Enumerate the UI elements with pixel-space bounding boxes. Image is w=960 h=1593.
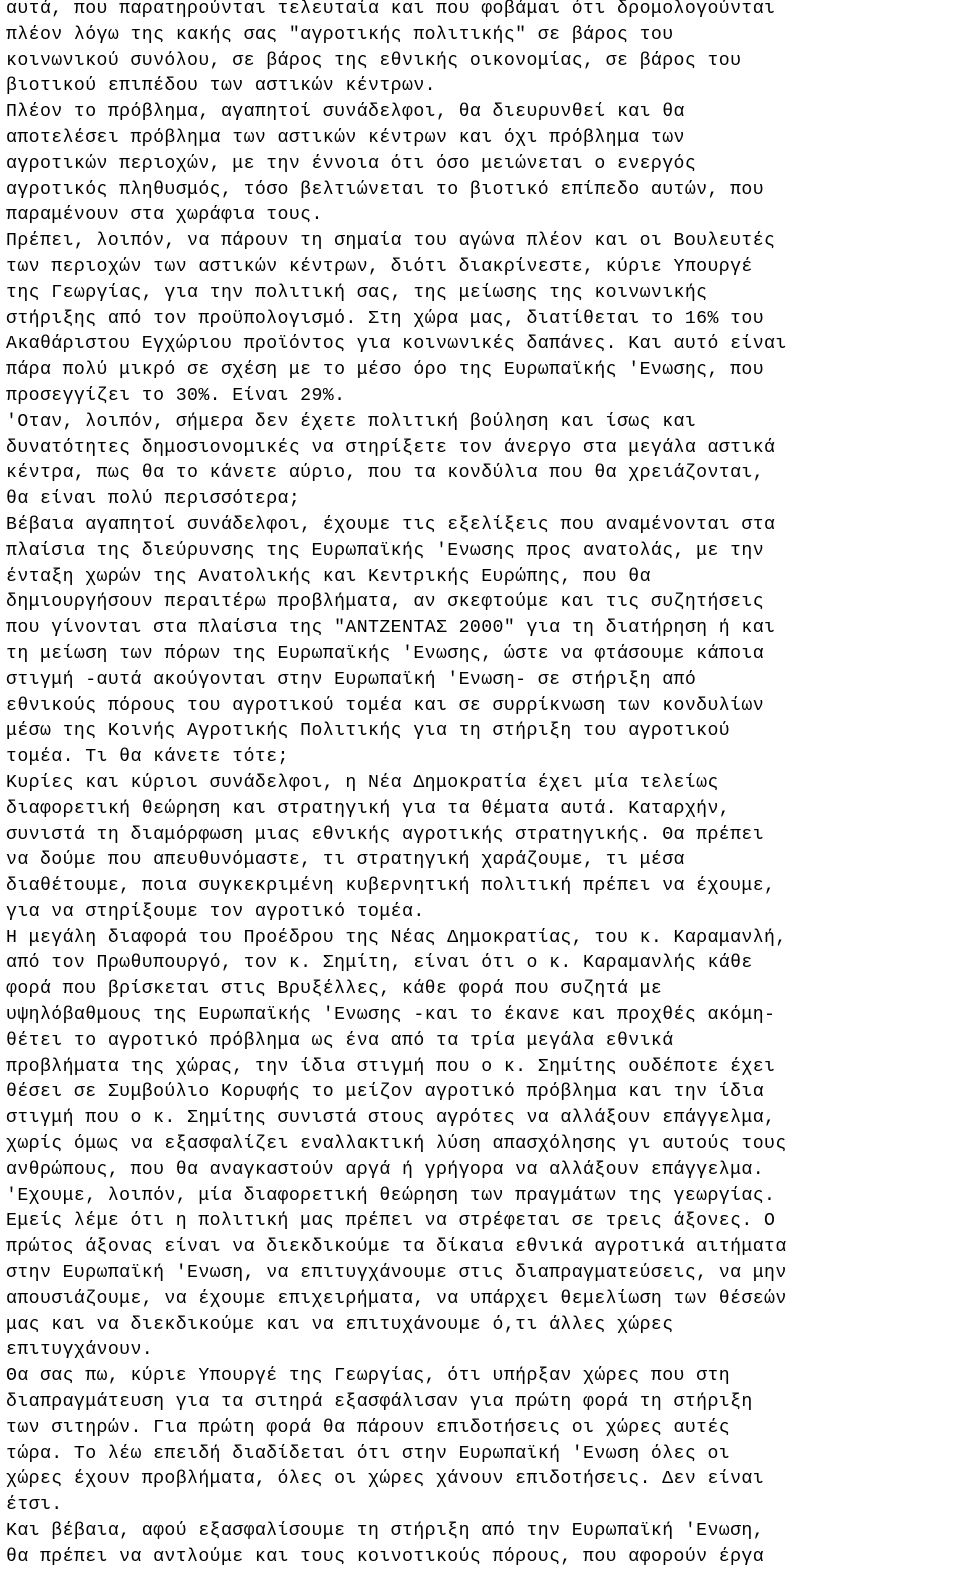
text-line: τομέα. Τι θα κάνετε τότε; bbox=[6, 747, 289, 768]
text-line: Εμείς λέμε ότι η πολιτική μας πρέπει να στρέφεται σε τρεις άξονες. Ο bbox=[6, 1211, 776, 1232]
text-line: Ακαθάριστου Εγχώριου προϊόντος για κοινωνικές δαπάνες. Και αυτό είναι bbox=[6, 334, 787, 355]
text-line: Βέβαια αγαπητοί συνάδελφοι, έχουμε τις εξελίξεις που αναμένονται στα bbox=[6, 514, 776, 535]
text-line: χώρες έχουν προβλήματα, όλες οι χώρες χάνουν επιδοτήσεις. Δεν είναι bbox=[6, 1469, 765, 1490]
text-line: 'Εχουμε, λοιπόν, μία διαφορετική θεώρηση των πραγμάτων της γεωργίας. bbox=[6, 1185, 776, 1206]
text-line: αποτελέσει πρόβλημα των αστικών κέντρων και όχι πρόβλημα των bbox=[6, 127, 685, 148]
text-line: προσεγγίζει το 30%. Είναι 29%. bbox=[6, 385, 346, 406]
text-line: διαπραγμάτευση για τα σιτηρά εξασφάλισαν για πρώτη φορά τη στήριξη bbox=[6, 1392, 753, 1413]
text-line: παραμένουν στα χωράφια τους. bbox=[6, 205, 323, 226]
text-line: στιγμή που ο κ. Σημίτης συνιστά στους αγρότες να αλλάξουν επάγγελμα, bbox=[6, 1108, 776, 1129]
text-line: μας και να διεκδικούμε και να επιτυχάνουμε ό,τι άλλες χώρες bbox=[6, 1314, 674, 1335]
text-line: θα πρέπει να αντλούμε και τους κοινοτικούς πόρους, που αφορούν έργα bbox=[6, 1546, 765, 1567]
text-line: θα είναι πολύ περισσότερα; bbox=[6, 489, 301, 510]
text-line: βιοτικού επιπέδου των αστικών κέντρων. bbox=[6, 76, 436, 97]
text-line: Πλέον το πρόβλημα, αγαπητοί συνάδελφοι, θα διευρυνθεί και θα bbox=[6, 102, 685, 123]
text-line: στήριξης από τον προϋπολογισμό. Στη χώρα μας, διατίθεται το 16% του bbox=[6, 308, 765, 329]
text-line: Θα σας πω, κύριε Υπουργέ της Γεωργίας, ότι υπήρξαν χώρες που στη bbox=[6, 1366, 731, 1387]
text-line: επιτυγχάνουν. bbox=[6, 1340, 154, 1361]
text-line: χωρίς όμως να εξασφαλίζει εναλλακτική λύση απασχόλησης γι αυτούς τους bbox=[6, 1134, 787, 1155]
text-line: 'Οταν, λοιπόν, σήμερα δεν έχετε πολιτική βούληση και ίσως και bbox=[6, 411, 697, 432]
text-line: Η μεγάλη διαφορά του Προέδρου της Νέας Δημοκρατίας, του κ. Καραμανλή, bbox=[6, 927, 787, 948]
text-line: Πρέπει, λοιπόν, να πάρουν τη σημαία του αγώνα πλέον και οι Βουλευτές bbox=[6, 231, 776, 252]
text-line: των περιοχών των αστικών κέντρων, διότι διακρίνεστε, κύριε Υπουργέ bbox=[6, 256, 753, 277]
text-line: έτσι. bbox=[6, 1495, 63, 1516]
text-line: Κυρίες και κύριοι συνάδελφοι, η Νέα Δημοκρατία έχει μία τελείως bbox=[6, 772, 719, 793]
text-line: τη μείωση των πόρων της Ευρωπαϊκής 'Ενωσης, ώστε να φτάσουμε κάποια bbox=[6, 643, 765, 664]
text-line: ένταξη χωρών της Ανατολικής και Κεντρικής Ευρώπης, που θα bbox=[6, 566, 651, 587]
text-line: αγροτικών περιοχών, με την έννοια ότι όσο μειώνεται ο ενεργός bbox=[6, 153, 697, 174]
text-line: εθνικούς πόρους του αγροτικού τομέα και σε συρρίκνωση των κονδυλίων bbox=[6, 695, 765, 716]
document-body-text bbox=[6, 0, 956, 1571]
text-line: αγροτικός πληθυσμός, τόσο βελτιώνεται το βιοτικό επίπεδο αυτών, που bbox=[6, 179, 765, 200]
text-line: για να στηρίξουμε τον αγροτικό τομέα. bbox=[6, 901, 425, 922]
text-line: κέντρα, πως θα το κάνετε αύριο, που τα κονδύλια που θα χρειάζονται, bbox=[6, 463, 765, 484]
text-line: θέτει το αγροτικό πρόβλημα ως ένα από τα τρία μεγάλα εθνικά bbox=[6, 1030, 674, 1051]
text-line: προβλήματα της χώρας, την ίδια στιγμή που ο κ. Σημίτης ουδέποτε έχει bbox=[6, 1056, 776, 1077]
text-line: στην Ευρωπαϊκή 'Ενωση, να επιτυγχάνουμε στις διαπραγματεύσεις, να μην bbox=[6, 1263, 787, 1284]
text-line: διαφορετική θεώρηση και στρατηγική για τα θέματα αυτά. Καταρχήν, bbox=[6, 798, 731, 819]
text-line: πλέον λόγω της κακής σας "αγροτικής πολιτικής" σε βάρος του bbox=[6, 24, 674, 45]
text-line: διαθέτουμε, ποια συγκεκριμένη κυβερνητική πολιτική πρέπει να έχουμε, bbox=[6, 876, 776, 897]
text-line: Και βέβαια, αφού εξασφαλίσουμε τη στήριξη από την Ευρωπαϊκή 'Ενωση, bbox=[6, 1521, 765, 1542]
text-line: στιγμή -αυτά ακούγονται στην Ευρωπαϊκή 'Ενωση- σε στήριξη από bbox=[6, 669, 697, 690]
text-line: των σιτηρών. Για πρώτη φορά θα πάρουν επιδοτήσεις οι χώρες αυτές bbox=[6, 1417, 731, 1438]
text-line: δημιουργήσουν περαιτέρω προβλήματα, αν σκεφτούμε και τις συζητήσεις bbox=[6, 592, 765, 613]
text-line: υψηλόβαθμους της Ευρωπαϊκής 'Ενωσης -και το έκανε και προχθές ακόμη- bbox=[6, 1005, 776, 1026]
text-line: πάρα πολύ μικρό σε σχέση με το μέσο όρο της Ευρωπαϊκής 'Ενωσης, που bbox=[6, 360, 765, 381]
text-line: πλαίσια της διεύρυνσης της Ευρωπαϊκής 'Ενωσης προς ανατολάς, με την bbox=[6, 540, 765, 561]
text-line: θέσει σε Συμβούλιο Κορυφής το μείζον αγροτικό πρόβλημα και την ίδια bbox=[6, 1082, 765, 1103]
text-line: αυτά, που παρατηρούνται τελευταία και που φοβάμαι ότι δρομολογούνται bbox=[6, 0, 776, 19]
text-line: της Γεωργίας, για την πολιτική σας, της μείωσης της κοινωνικής bbox=[6, 282, 708, 303]
text-line: πρώτος άξονας είναι να διεκδικούμε τα δίκαια εθνικά αγροτικά αιτήματα bbox=[6, 1237, 787, 1258]
text-line: απουσιάζουμε, να έχουμε επιχειρήματα, να υπάρχει θεμελίωση των θέσεών bbox=[6, 1288, 787, 1309]
text-line: μέσω της Κοινής Αγροτικής Πολιτικής για τη στήριξη του αγροτικού bbox=[6, 721, 731, 742]
text-line: από τον Πρωθυπουργό, τον κ. Σημίτη, είναι ότι ο κ. Καραμανλής κάθε bbox=[6, 953, 753, 974]
text-line: ανθρώπους, που θα αναγκαστούν αργά ή γρήγορα να αλλάξουν επάγγελμα. bbox=[6, 1159, 765, 1180]
text-line: δυνατότητες δημοσιονομικές να στηρίξετε τον άνεργο στα μεγάλα αστικά bbox=[6, 437, 776, 458]
text-line: που γίνονται στα πλαίσια της "ΑΝΤΖΕΝΤΑΣ 2000" για τη διατήρηση ή και bbox=[6, 618, 776, 639]
text-line: συνιστά τη διαμόρφωση μιας εθνικής αγροτικής στρατηγικής. Θα πρέπει bbox=[6, 824, 765, 845]
text-line: κοινωνικού συνόλου, σε βάρος της εθνικής οικονομίας, σε βάρος του bbox=[6, 50, 742, 71]
text-line: τώρα. Το λέω επειδή διαδίδεται ότι στην Ευρωπαϊκή 'Ενωση όλες οι bbox=[6, 1443, 731, 1464]
text-line: φορά που βρίσκεται στις Βρυξέλλες, κάθε φορά που συζητά με bbox=[6, 979, 663, 1000]
text-line: να δούμε που απευθυνόμαστε, τι στρατηγική χαράζουμε, τι μέσα bbox=[6, 850, 685, 871]
